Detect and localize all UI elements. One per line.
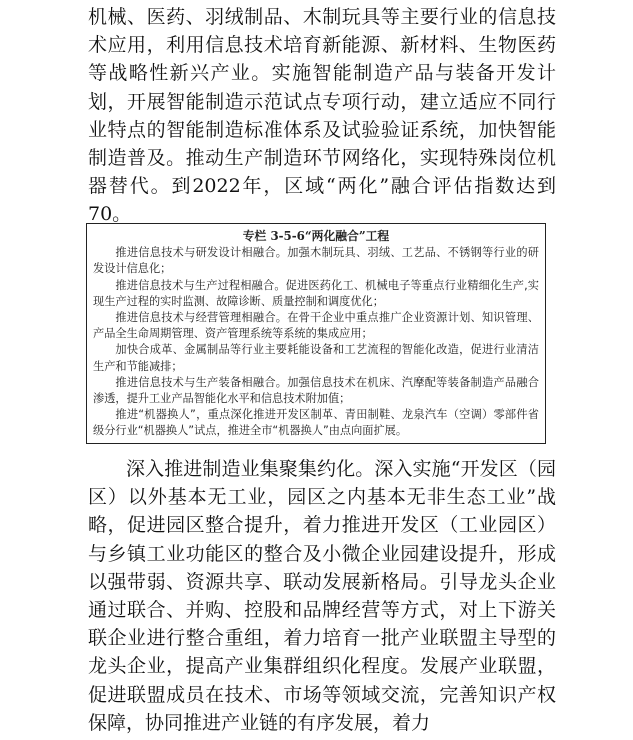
column-box-item: 推进信息技术与生产装备相融合。加强信息技术在机床、汽摩配等装备制造产品融合渗透，提升工业产品智能化水平和信息技术附加值； [93,375,539,406]
body-paragraph-1 [88,3,556,229]
body-paragraph-2 [88,455,556,737]
column-box-item: 加快合成革、金属制品等行业主要耗能设备和工艺流程的智能化改造，促进行业清洁生产和节能减排； [93,343,539,373]
column-box [86,223,546,444]
paragraph-text: 深入推进制造业集聚集约化。深入实施“开发区（园区）以外基本无工业，园区之内基本无非生态工业”战略，促进园区整合提升，着力推进开发区（工业园区）与乡镇工业功能区的整合及小微企业园建设提升，形成以强带弱、资源共享、联动发展新格局。引导龙头企业通过联合、并购、控股和品牌经营等方式，对上下游关联企业进行整合重组，着力培育一批产业联盟主导型的龙头企业，提高产业集群组织化程度。发展产业联盟，促进联盟成员在技术、市场等领域交流，完善知识产权保障，协同推进产业链的有序发展，着力 [88,458,556,734]
column-box-item: 推进信息技术与经营管理相融合。在骨干企业中重点推广企业资源计划、知识管理、产品全生命周期管理、资产管理系统等系统的集成应用； [93,311,539,341]
column-box-title: 专栏 3-5-6“两化融合”工程 [242,229,390,243]
column-box-item: 推进信息技术与生产过程相融合。促进医药化工、机械电子等重点行业精细化生产,实现生产过程的实时监测、故障诊断、质量控制和调度优化； [93,278,539,308]
column-box-item: 推进“机器换人”，重点深化推进开发区制革、青田制鞋、龙泉汽车（空调）零部件省级分行业“机器换人”试点，推进全市“机器换人”由点向面扩展。 [93,408,539,438]
paragraph-text: 机械、医药、羽绒制品、木制玩具等主要行业的信息技术应用，利用信息技术培育新能源、新材料、生物医药等战略性新兴产业。实施智能制造产品与装备开发计划，开展智能制造示范试点专项行动，建立适应不同行业特点的智能制造标准体系及试验验证系统，加快智能制造普及。推动生产制造环节网络化，实现特殊岗位机器替代。到2022年，区域“两化”融合评估指数达到70。 [88,6,556,226]
column-box-item: 推进信息技术与研发设计相融合。加强木制玩具、羽绒、工艺品、不锈钢等行业的研发设计信息化； [93,246,539,276]
